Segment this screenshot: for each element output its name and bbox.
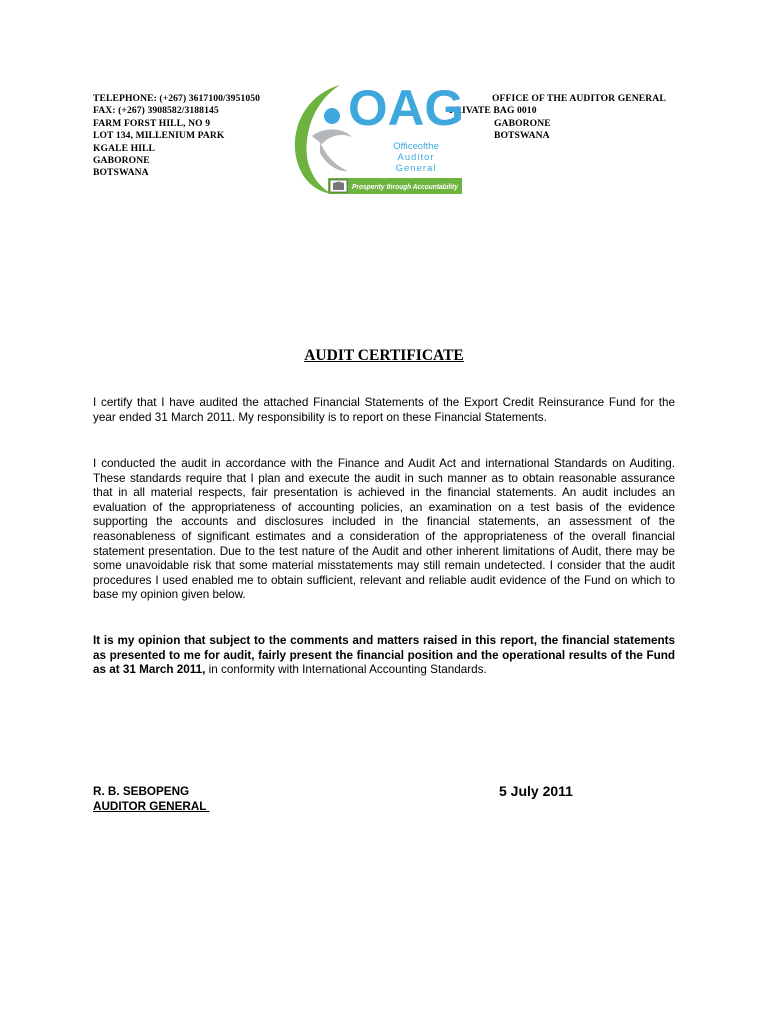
address-line: FARM FORST HILL, NO 9 [93,117,211,129]
signer-title: AUDITOR GENERAL [93,800,210,813]
office-postal-address: PRIVATE BAG 0010 [449,105,537,117]
office-country: BOTSWANA [494,130,550,142]
opinion-bold-text: It is my opinion that subject to the comments and matters raised in this report, the financial statements as presented to me for audit, fairly present the financial position and the operational results of the Fund as at 31 March 2011, [93,634,675,677]
logo-figure-head [324,108,340,124]
logo-text-line1: Officeofthe [393,141,439,152]
page-title: AUDIT CERTIFICATE [304,347,464,364]
opinion-paragraph [93,634,675,678]
certification-paragraph: I certify that I have audited the attached Financial Statements of the Export Credit Reinsurance Fund for the year ended 31 March 2011. My responsibility is to report on these Financial Statements. [93,396,675,424]
telephone-line: TELEPHONE: (+267) 3617100/3951050 [93,93,261,104]
logo-grey-figure-arm [312,129,352,144]
sender-address-block [93,93,260,180]
address-line: BOTSWANA [93,167,149,179]
oag-logo [290,80,466,198]
audit-scope-paragraph: I conducted the audit in accordance with the Finance and Audit Act and international Standards on Auditing. These standards require that I plan and execute the audit in such manner as to obtain reasonable assurance that in all material respects, fair presentation is achieved in the financial statements. An audit includes an evaluation of the appropriateness of accounting policies, an examination on a test basis of the evidence supporting the accounts and disclosures included in the financial statements, an assessment of the reasonableness of significant estimates and a consideration of the appropriateness of the overall financial statement presentation. Due to the test nature of the Audit and other inherent limitations of Audit, there may be some unavoidable risk that some material misstatements may still remain undetected. I consider that the audit procedures I used enabled me to obtain sufficient, relevant and reliable audit evidence of the Fund on which to base my opinion given below. [93,457,675,602]
logo-acronym: OAG [348,80,464,136]
logo-text-line2: Auditor [397,152,435,163]
office-name: OFFICE OF THE AUDITOR GENERAL [492,93,666,104]
logo-shield-shape [333,182,344,191]
address-line: KGALE HILL [93,142,156,154]
logo-grey-figure-body [320,142,348,171]
signer-name: R. B. SEBOPENG [93,785,190,798]
office-city: GABORONE [494,117,551,129]
logo-text-line3: General [395,163,437,174]
logo-tagline: Prosperity through Accountability [352,184,460,191]
signature-date: 5 July 2011 [499,783,573,799]
address-line: GABORONE [93,154,150,166]
fax-line: FAX: (+267) 3908582/3188145 [93,105,219,117]
opinion-regular-text: in conformity with International Accounting Standards. [205,663,487,677]
address-line: LOT 134, MILLENIUM PARK [93,130,225,142]
